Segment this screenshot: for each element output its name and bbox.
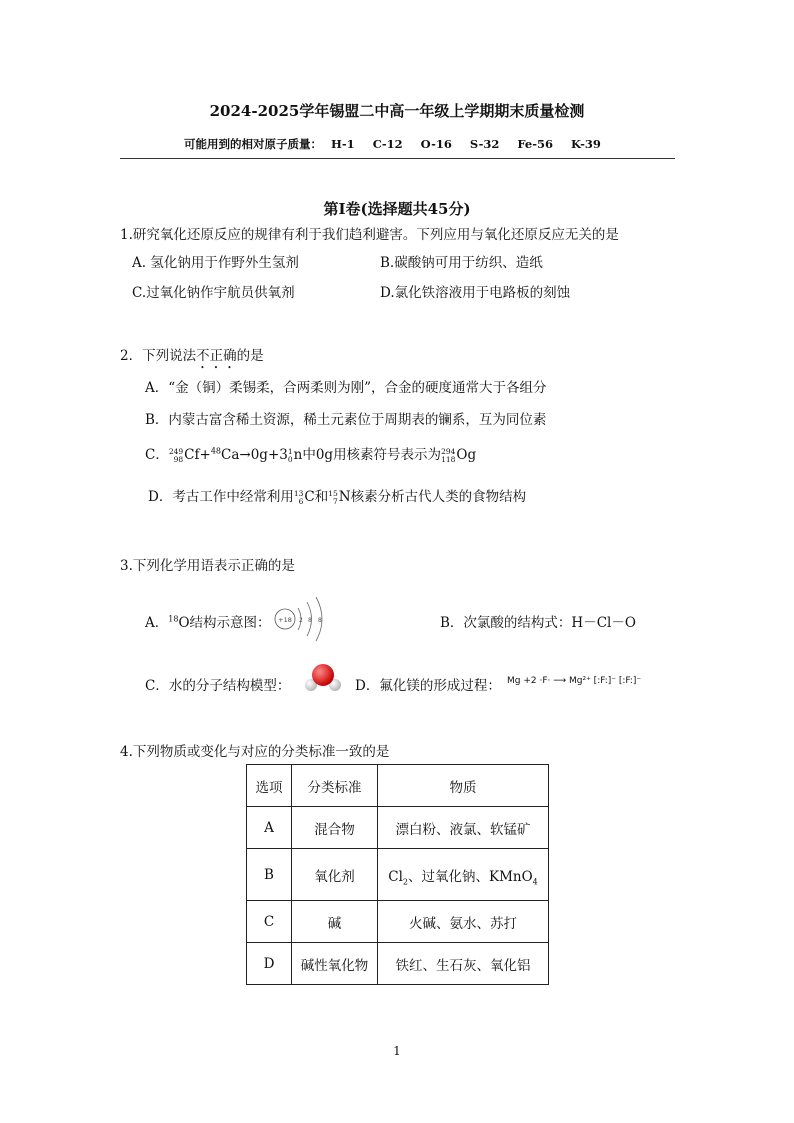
mass-c: C-12 xyxy=(372,137,403,151)
ca-symbol: Ca xyxy=(221,447,240,463)
og-mass: 294 xyxy=(441,446,456,456)
header-divider xyxy=(120,158,675,159)
table-header-row xyxy=(247,765,549,807)
c-tail-text: 用核素符号表示为 xyxy=(333,447,442,463)
mass-h: H-1 xyxy=(331,137,355,151)
mass-k: K-39 xyxy=(571,137,601,151)
water-molecule-model xyxy=(298,660,348,696)
q4-stem: 4.下列物质或变化与对应的分类标准一致的是 xyxy=(120,744,390,760)
q3-a-label: A． xyxy=(145,615,169,631)
c13-z: 6 xyxy=(298,496,304,506)
row-a-option: A xyxy=(247,807,292,849)
q2-d-post: 核素分析古代人类的食物结构 xyxy=(350,489,527,505)
atomic-masses-line xyxy=(0,136,794,152)
n-mass: 1 xyxy=(287,446,293,456)
q1-option-b: B.碳酸钠可用于纺织、造纸 xyxy=(380,255,543,271)
row-a-standard: 混合物 xyxy=(292,807,378,849)
n-nuclide-numbers xyxy=(288,448,293,464)
nucleus-charge: +18 xyxy=(278,616,292,624)
og-symbol-2: 0g xyxy=(315,447,334,463)
plus-1: + xyxy=(199,447,211,463)
q3-a-text: 结构示意图： xyxy=(189,615,271,631)
shell-2-electrons: 8 xyxy=(308,617,312,624)
q3-option-a xyxy=(145,611,271,631)
c13-symbol: C xyxy=(304,489,315,505)
row-c-standard: 碱 xyxy=(292,901,378,943)
table-row xyxy=(247,901,549,943)
row-d-option: D xyxy=(247,943,292,985)
row-b-standard: 氧化剂 xyxy=(292,849,378,901)
q1-option-c: C.过氧化钠作宇航员供氧剂 xyxy=(132,285,295,301)
n-coefficient: 3 xyxy=(279,447,288,463)
plus-2: + xyxy=(267,447,280,463)
shell-1-electrons: 2 xyxy=(299,617,303,624)
q3-stem: 3.下列化学用语表示正确的是 xyxy=(120,558,295,574)
shell-3-electrons: 8 xyxy=(318,617,322,624)
q2-option-a: A．“金（铜）柔锡柔，合两柔则为刚”，合金的硬度通常大于各组分 xyxy=(145,380,547,396)
header-option: 选项 xyxy=(247,765,292,807)
q2-d-pre: D．考古工作中经常利用 xyxy=(148,489,294,505)
table-row xyxy=(247,943,549,985)
classification-table xyxy=(246,764,549,985)
og-z: 118 xyxy=(441,454,456,464)
ca-mass: 48 xyxy=(210,446,221,456)
n-symbol: n xyxy=(293,447,303,463)
atomic-masses-label: 可能用到的相对原子质量： xyxy=(184,137,323,151)
q3-option-c: C．水的分子结构模型： xyxy=(145,678,291,694)
c-mid-text: 中 xyxy=(302,447,316,463)
page-number: 1 xyxy=(393,1044,401,1058)
q1-stem: 1.研究氧化还原反应的规律有利于我们趋利避害。下列应用与氧化还原反应无关的是 xyxy=(120,227,619,243)
row-b-substance xyxy=(378,849,549,901)
mgf2-formation-process: Mg +2 ·F· ⟶ Mg²⁺ [:F:]⁻ [:F:]⁻ xyxy=(507,676,642,686)
c13-mass: 13 xyxy=(293,488,304,498)
header-standard: 分类标准 xyxy=(292,765,378,807)
cf-mass: 249 xyxy=(168,446,184,456)
cf-nuclide-numbers xyxy=(169,448,183,464)
and-text: 和 xyxy=(314,489,329,505)
mass-o: O-16 xyxy=(420,137,452,151)
reaction-arrow: → xyxy=(239,447,251,463)
row-d-standard: 碱性氧化物 xyxy=(292,943,378,985)
oxygen-atom xyxy=(312,664,334,686)
q1-option-a: A. 氢化钠用于作野外生氢剂 xyxy=(132,255,299,271)
o18-symbol: O xyxy=(178,615,190,631)
header-substance: 物质 xyxy=(378,765,549,807)
mass-fe: Fe-56 xyxy=(517,137,553,151)
atomic-structure-diagram xyxy=(272,594,332,644)
n15-mass: 15 xyxy=(328,488,338,498)
q3-option-b: B．次氯酸的结构式：H－Cl－O xyxy=(440,615,636,631)
og-nuclide-numbers xyxy=(441,448,455,464)
q3-option-d: D．氟化镁的形成过程： xyxy=(355,678,501,694)
c13-nuclide-numbers xyxy=(294,490,304,506)
cf-z: 98 xyxy=(173,454,184,464)
q2-stem-post: 的是 xyxy=(236,348,264,364)
q2-stem-pre: 2．下列说法 xyxy=(120,348,197,364)
q2-option-c xyxy=(145,443,476,464)
section-title: 第I卷(选择题共45分) xyxy=(323,200,471,218)
n-z: 0 xyxy=(287,454,293,464)
exam-title: 2024-2025学年锡盟二中高一年级上学期期末质量检测 xyxy=(209,102,585,120)
q1-option-d: D.氯化铁溶液用于电路板的刻蚀 xyxy=(380,285,571,301)
n15-z: 7 xyxy=(332,496,338,506)
q2-c-label: C． xyxy=(145,447,169,463)
cf-symbol: Cf xyxy=(184,447,200,463)
n15-symbol: N xyxy=(338,489,351,505)
q2-option-d xyxy=(148,485,526,506)
og-symbol-3: Og xyxy=(456,447,477,463)
n15-nuclide-numbers xyxy=(328,490,338,506)
row-b-mid-text: 、过氧化钠、KMnO xyxy=(407,868,533,885)
cl2-symbol: Cl xyxy=(388,868,403,885)
table-row xyxy=(247,807,549,849)
row-d-substance: 铁红、生石灰、氧化铝 xyxy=(378,943,549,985)
row-a-substance: 漂白粉、液氯、软锰矿 xyxy=(378,807,549,849)
q2-option-b: B．内蒙古富含稀土资源，稀土元素位于周期表的镧系，互为同位素 xyxy=(145,412,547,428)
q2-stem xyxy=(120,344,264,372)
kmno4-subscript: 4 xyxy=(532,877,538,887)
og-symbol: 0g xyxy=(250,447,268,463)
table-row xyxy=(247,849,549,901)
o18-mass: 18 xyxy=(168,614,179,624)
row-c-option: C xyxy=(247,901,292,943)
row-b-option: B xyxy=(247,849,292,901)
cl2-subscript: 2 xyxy=(402,877,408,887)
q2-stem-emphasis: 不正确 xyxy=(196,348,237,364)
row-c-substance: 火碱、氨水、苏打 xyxy=(378,901,549,943)
mass-s: S-32 xyxy=(469,137,500,151)
